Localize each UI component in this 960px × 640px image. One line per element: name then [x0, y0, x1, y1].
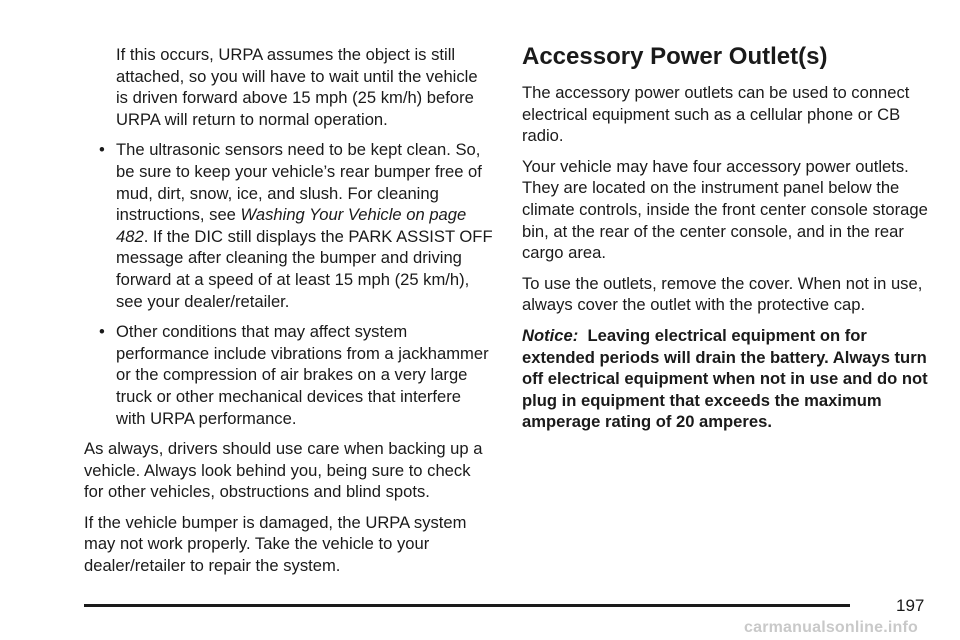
- page-number: 197: [896, 596, 925, 615]
- bullet-marker: •: [99, 322, 105, 342]
- bullet-text: The ultrasonic sensors need to be kept clean. So, be sure to keep your vehicle’s rear bumper free of mud, dirt, snow, ice, and slush. For cleaning instructions, see: [116, 140, 482, 225]
- bullet-text-tail: . If the DIC still displays the PARK ASSIST OFF message after cleaning the bumper and driving forward at a speed of at least 15 mph (25 km/h), see your dealer/retailer.: [116, 226, 493, 311]
- footer-divider: [84, 604, 850, 607]
- notice-label: Notice:: [522, 325, 579, 345]
- continuation-paragraph: If this occurs, URPA assumes the object is still attached, so you will have to wait until the vehicle is driven forward above 15 mph (25 km/h) before URPA will return to normal operation.: [116, 45, 478, 129]
- backing-care-paragraph: As always, drivers should use care when backing up a vehicle. Always look behind you, being sure to check for other vehicles, obstructions and blind spots.: [84, 439, 483, 502]
- section-heading: Accessory Power Outlet(s): [522, 43, 828, 70]
- page-reference-link[interactable]: Washing Your Vehicle on page 482: [116, 205, 467, 246]
- bumper-damage-paragraph: If the vehicle bumper is damaged, the URPA system may not work properly. Take the vehicle to your dealer/retailer to repair the system.: [84, 512, 467, 576]
- bullet-other-conditions: [84, 321, 494, 429]
- outlet-cover-paragraph: To use the outlets, remove the cover. When not in use, always cover the outlet with the protective cap.: [522, 273, 923, 315]
- notice-paragraph: [522, 325, 932, 433]
- outlet-intro-paragraph: The accessory power outlets can be used to connect electrical equipment such as a cellular phone or CB radio.: [522, 83, 910, 146]
- left-column: [84, 44, 494, 586]
- bullet-sensors-clean: [84, 139, 494, 312]
- bullet-text: Other conditions that may affect system performance include vibrations from a jackhammer or the compression of air brakes on a very large truck or other mechanical devices that interfere with URPA performance.: [116, 322, 489, 428]
- notice-text: Leaving electrical equipment on for extended periods will drain the battery. Always turn off electrical equipment when not in use and do not plug in equipment that exceeds the maximum amperage rating of 20 amperes.: [522, 325, 928, 432]
- outlet-locations-paragraph: Your vehicle may have four accessory power outlets. They are located on the instrument panel below the climate controls, inside the front center console storage bin, at the rear of the center console, and in the rear cargo area.: [522, 156, 928, 263]
- bullet-marker: •: [99, 140, 105, 160]
- right-column: [522, 42, 932, 442]
- watermark: carmanualsonline.info: [744, 619, 919, 636]
